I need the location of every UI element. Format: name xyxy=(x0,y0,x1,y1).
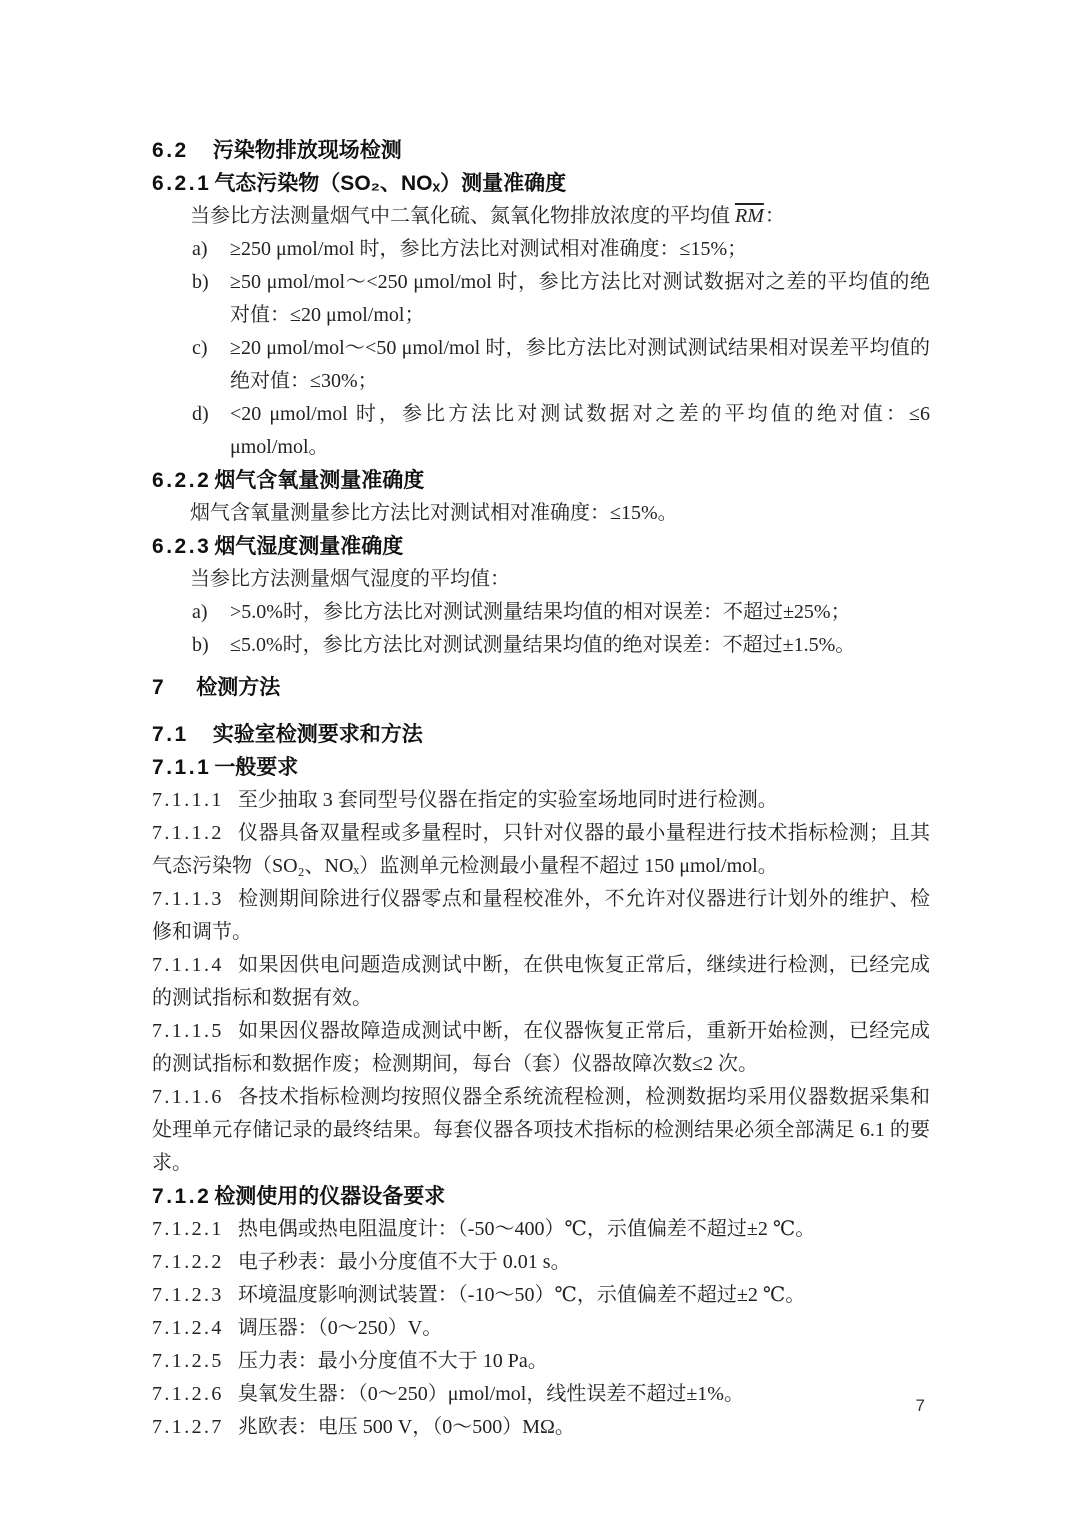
section-number: 6.2 xyxy=(152,139,189,162)
clause-number: 7.1.2.3 xyxy=(152,1284,224,1306)
clause-text: 热电偶或热电阻温度计：（-50～400）℃，示值偏差不超过±2 ℃。 xyxy=(237,1218,816,1240)
clause-number: 7.1.2.7 xyxy=(152,1416,224,1438)
intro-text: 当参比方法测量烟气中二氧化硫、氮氧化物排放浓度的平均值 xyxy=(190,205,730,227)
section-title: 气态污染物（SO₂、NOₓ）测量准确度 xyxy=(214,172,567,195)
clause-number: 7.1.1.5 xyxy=(152,1020,224,1042)
list-item-a xyxy=(152,596,930,629)
clause-number: 7.1.1.6 xyxy=(152,1086,224,1108)
clause-number: 7.1.2.1 xyxy=(152,1218,224,1240)
heading-6-2-1 xyxy=(152,167,930,200)
list-item-d xyxy=(152,398,930,464)
clause-text: 压力表：最小分度值不大于 10 Pa。 xyxy=(237,1350,548,1372)
heading-6-2-2 xyxy=(152,464,930,497)
clause-text: 如果因供电问题造成测试中断，在供电恢复正常后，继续进行检测，已经完成的测试指标和数据有效。 xyxy=(152,954,930,1009)
list-label: a) xyxy=(192,601,208,623)
list-label: c) xyxy=(192,337,208,359)
clause-7-1-2-2 xyxy=(152,1246,930,1279)
clause-text: 如果因仪器故障造成测试中断，在仪器恢复正常后，重新开始检测，已经完成的测试指标和数据作废；检测期间，每台（套）仪器故障次数≤2 次。 xyxy=(152,1020,930,1075)
rm-mean-symbol: $\overline{RM}$ xyxy=(735,205,764,227)
clause-number: 7.1.1.3 xyxy=(152,888,224,910)
list-label: d) xyxy=(192,403,209,425)
clause-number: 7.1.2.2 xyxy=(152,1251,224,1273)
list-item-b xyxy=(152,629,930,662)
clause-text: 臭氧发生器：（0～250）μmol/mol，线性误差不超过±1%。 xyxy=(237,1383,744,1405)
section-number: 6.2.1 xyxy=(152,172,212,195)
clause-text: 调压器：（0～250）V。 xyxy=(237,1317,443,1339)
intro-colon: ： xyxy=(764,205,785,227)
clause-text: 至少抽取 3 套同型号仪器在指定的实验室场地同时进行检测。 xyxy=(237,789,778,811)
section-title: 烟气含氧量测量准确度 xyxy=(214,469,425,492)
section-number: 7.1.2 xyxy=(152,1185,212,1208)
clause-number: 7.1.1.2 xyxy=(152,822,224,844)
paragraph-6-2-3-intro: 当参比方法测量烟气湿度的平均值： xyxy=(190,568,510,590)
clause-number: 7.1.2.5 xyxy=(152,1350,224,1372)
section-title: 污染物排放现场检测 xyxy=(212,139,402,162)
clause-7-1-1-4 xyxy=(152,949,930,1015)
clause-7-1-2-3 xyxy=(152,1279,930,1312)
clause-7-1-2-5 xyxy=(152,1345,930,1378)
section-number: 7 xyxy=(152,676,167,699)
list-item-b xyxy=(152,266,930,332)
clause-7-1-1-3 xyxy=(152,883,930,949)
clause-number: 7.1.1.1 xyxy=(152,789,224,811)
list-item-a xyxy=(152,233,930,266)
paragraph-6-2-1-intro xyxy=(152,200,930,233)
clause-text: 仪器具备双量程或多量程时，只针对仪器的最小量程进行技术指标检测；且其气态污染物（SO₂、NOₓ）监测单元检测最小量程不超过 150 μmol/mol。 xyxy=(152,822,930,877)
clause-text: 环境温度影响测试装置：（-10～50）℃，示值偏差不超过±2 ℃。 xyxy=(237,1284,806,1306)
section-title: 烟气湿度测量准确度 xyxy=(214,535,404,558)
list-label: b) xyxy=(192,634,209,656)
section-number: 6.2.2 xyxy=(152,469,212,492)
section-number: 7.1.1 xyxy=(152,756,212,779)
clause-7-1-2-6 xyxy=(152,1378,930,1411)
clause-7-1-1-2 xyxy=(152,817,930,883)
list-text: ≥250 μmol/mol 时，参比方法比对测试相对准确度：≤15%； xyxy=(230,238,748,260)
clause-text: 电子秒表：最小分度值不大于 0.01 s。 xyxy=(237,1251,571,1273)
list-label: a) xyxy=(192,238,208,260)
clause-7-1-2-4 xyxy=(152,1312,930,1345)
clause-7-1-1-6 xyxy=(152,1081,930,1180)
list-label: b) xyxy=(192,271,209,293)
clause-7-1-2-1 xyxy=(152,1213,930,1246)
heading-7-1-1 xyxy=(152,751,930,784)
list-text: ≥20 μmol/mol～<50 μmol/mol 时，参比方法比对测试测试结果相对误差平均值的绝对值：≤30%； xyxy=(230,337,930,392)
clause-number: 7.1.2.4 xyxy=(152,1317,224,1339)
clause-7-1-2-7 xyxy=(152,1411,930,1444)
list-text: <20 μmol/mol 时，参比方法比对测试数据对之差的平均值的绝对值：≤6 μmol/mol。 xyxy=(230,403,930,458)
heading-7 xyxy=(152,671,930,704)
heading-7-1-2 xyxy=(152,1180,930,1213)
heading-6-2-3 xyxy=(152,530,930,563)
section-title: 一般要求 xyxy=(214,756,299,779)
section-title: 检测方法 xyxy=(196,676,281,699)
list-text: >5.0%时，参比方法比对测试测量结果均值的相对误差：不超过±25%； xyxy=(230,601,851,623)
clause-text: 兆欧表：电压 500 V，（0～500）MΩ。 xyxy=(237,1416,575,1438)
clause-text: 检测期间除进行仪器零点和量程校准外，不允许对仪器进行计划外的维护、检修和调节。 xyxy=(152,888,930,943)
list-item-c xyxy=(152,332,930,398)
clause-7-1-1-1 xyxy=(152,784,930,817)
paragraph-6-2-2-body: 烟气含氧量测量参比方法比对测试相对准确度：≤15%。 xyxy=(190,502,678,524)
section-number: 7.1 xyxy=(152,723,189,746)
heading-7-1 xyxy=(152,718,930,751)
page-number: 7 xyxy=(915,1396,925,1415)
clause-number: 7.1.2.6 xyxy=(152,1383,224,1405)
heading-6-2 xyxy=(152,134,930,167)
clause-7-1-1-5 xyxy=(152,1015,930,1081)
clause-text: 各技术指标检测均按照仪器全系统流程检测，检测数据均采用仪器数据采集和处理单元存储记录的最终结果。每套仪器各项技术指标的检测结果必须全部满足 6.1 的要求。 xyxy=(152,1086,930,1174)
list-text: ≤5.0%时，参比方法比对测试测量结果均值的绝对误差：不超过±1.5%。 xyxy=(230,634,856,656)
section-number: 6.2.3 xyxy=(152,535,212,558)
clause-number: 7.1.1.4 xyxy=(152,954,224,976)
list-text: ≥50 μmol/mol～<250 μmol/mol 时，参比方法比对测试数据对之差的平均值的绝对值：≤20 μmol/mol； xyxy=(230,271,930,326)
section-title: 实验室检测要求和方法 xyxy=(212,723,423,746)
section-title: 检测使用的仪器设备要求 xyxy=(214,1185,446,1208)
